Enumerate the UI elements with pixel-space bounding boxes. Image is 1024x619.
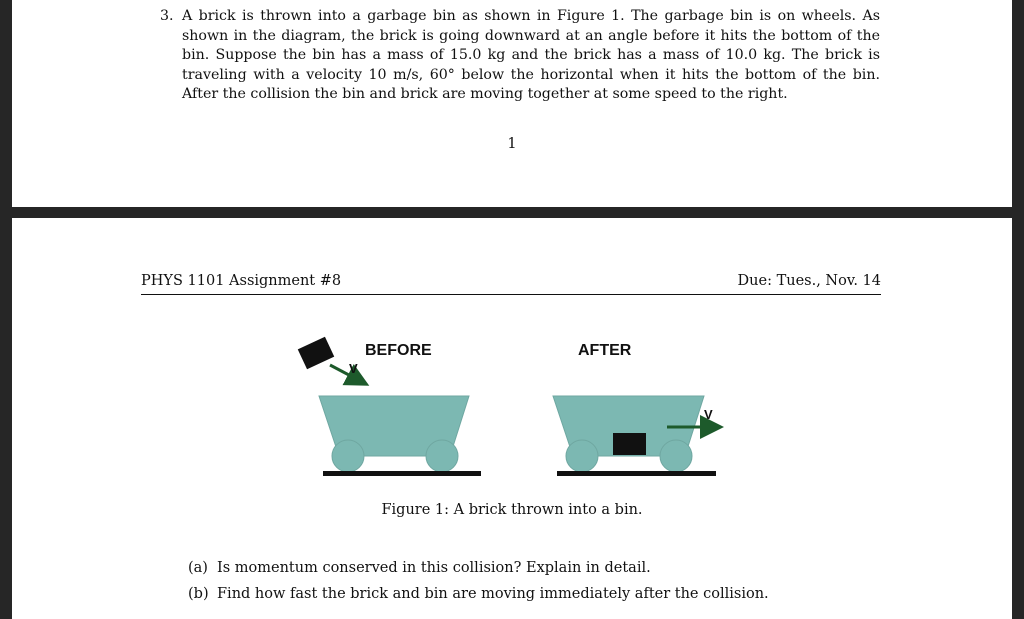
bin-figure [12,218,1012,508]
ground-before [323,471,481,476]
wheel-before-left [332,440,364,472]
brick-after [613,433,646,455]
question-b [188,581,769,607]
velocity-label-after: V [704,407,713,422]
wheel-after-right [660,440,692,472]
problem-text: A brick is thrown into a garbage bin as shown in Figure 1. The garbage bin is on wheels. As shown in the diagram, the brick is going downward at an angle before it hits the bottom of the bin. Suppose the bin has a mass of 15.0 kg and the brick has a mass of 10.0 kg. The brick is traveling with a velocity 10 m/s, 60° below the horizontal when it hits the bottom of the bin. After the collision the bin and brick are moving together at some speed to the right. [182,8,880,103]
wheel-before-right [426,440,458,472]
question-list [188,555,769,607]
brick-before [298,337,334,370]
page-number: 1 [507,136,517,152]
velocity-arrow-before [330,365,364,383]
velocity-label-before: V [349,361,358,376]
after-label: AFTER [578,342,632,359]
question-label: (b) [188,586,209,602]
problem-number: 3. [160,8,174,24]
ground-after [557,471,716,476]
question-text: Find how fast the brick and bin are moving immediately after the collision. [217,586,769,602]
course-title: PHYS 1101 Assignment #8 [141,273,342,289]
wheel-after-left [566,440,598,472]
figure-caption: Figure 1: A brick thrown into a bin. [381,502,643,518]
question-text: Is momentum conserved in this collision? Explain in detail. [217,560,651,576]
problem-3 [160,7,880,105]
page-2 [12,218,1012,619]
page-1 [12,0,1012,207]
before-label: BEFORE [365,342,432,359]
question-label: (a) [188,560,208,576]
due-date: Due: Tues., Nov. 14 [737,273,881,289]
question-a [188,555,769,581]
